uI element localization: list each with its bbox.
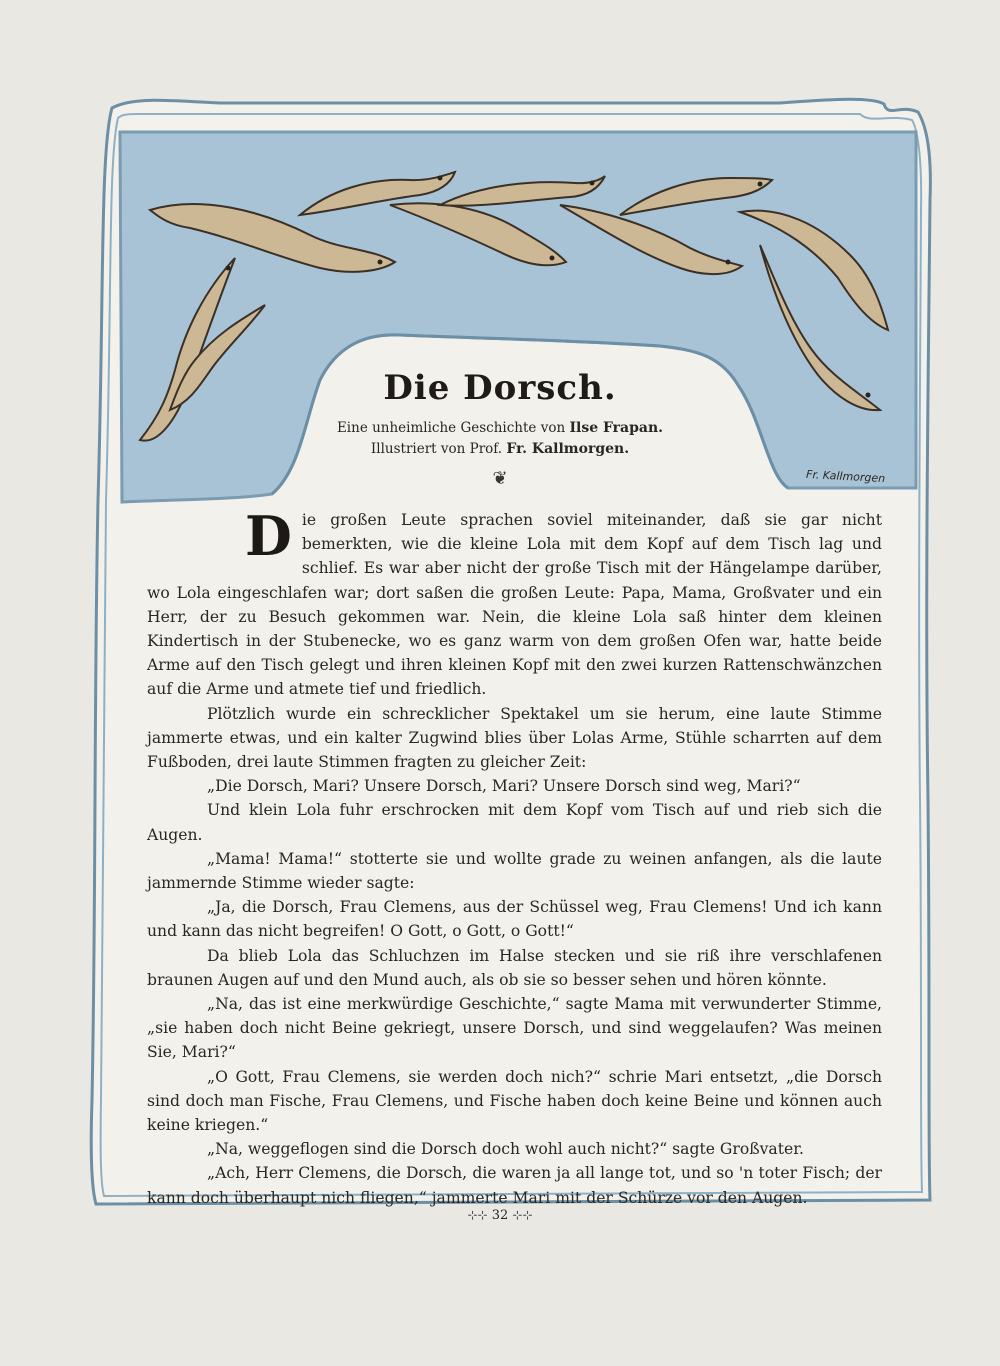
subtitle-illustrator-line	[280, 441, 720, 457]
paragraph: „O Gott, Frau Clemens, sie werden doch nich?“ schrie Mari entsetzt, „die Dorsch sind doch man Fische, Frau Clemens, und Fische haben doch keine Beine und können auch keine kriegen.“	[147, 1067, 882, 1135]
ornament-icon: ❦	[492, 468, 508, 489]
subtitle-prefix: Eine unheimliche Geschichte von	[336, 420, 566, 436]
illustrator-prefix: Illustriert von Prof.	[370, 441, 503, 457]
dropcap: D	[245, 504, 292, 568]
paragraph: Da blieb Lola das Schluchzen im Halse stecken und sie riß ihre verschlafenen braunen Augen auf und den Mund auch, als ob sie so besser sehen und hören könnte.	[147, 946, 882, 989]
page-number-footer	[450, 1208, 550, 1223]
paragraph: „Na, das ist eine merkwürdige Geschichte,“ sagte Mama mit verwunderter Stimme, „sie haben doch nicht Beine gekriegt, unsere Dorsch, und sind weggelaufen? Was meinen Sie, Mari?“	[147, 995, 882, 1062]
paragraph: „Na, weggeflogen sind die Dorsch doch wohl auch nicht?“ sagte Großvater.	[207, 1140, 804, 1159]
paragraph: „Mama! Mama!“ stotterte sie und wollte grade zu weinen anfangen, als die laute jammernde Stimme wieder sagte:	[147, 849, 882, 893]
artist-signature: Fr. Kallmorgen	[805, 467, 886, 486]
story-text	[147, 504, 882, 1210]
paragraph-text: ie großen Leute sprachen soviel miteinander, daß sie gar nicht bemerkten, wie die kleine Lola mit dem Kopf auf dem Tisch lag und schlief. Es war aber nicht der große Tisch mit der Hängelampe darüber, wo Lola eingeschlafen war; dort saßen die großen Leute: Papa, Mama, Großvater und ein Herr, der zu Besuch gekommen war. Nein, die kleine Lola saß hinter dem kleinen Kindertisch in der Stubenecke, wo es ganz warm von dem großen Ofen war, hatte beide Arme auf den Tisch gelegt und ihren kleinen Kopf mit den zwei kurzen Rattenschwänzchen auf die Arme und atmete tief und friedlich.	[147, 511, 882, 699]
paragraph: Und klein Lola fuhr erschrocken mit dem Kopf vom Tisch auf und rieb sich die Augen.	[147, 801, 882, 844]
paragraph: „Ja, die Dorsch, Frau Clemens, aus der Schüssel weg, Frau Clemens! Und ich kann und kann das nicht begreifen! O Gott, o Gott, o Gott!“	[147, 898, 882, 941]
paragraph: Plötzlich wurde ein schrecklicher Spektakel um sie herum, eine laute Stimme jammerte etwas, und ein kalter Zugwind blies über Lolas Arme, Stühle scharrten auf dem Fußboden, drei laute Stimmen fragten zu gleicher Zeit:	[147, 704, 882, 772]
right-ornament-icon: ⊹⊹	[512, 1208, 533, 1222]
page-title: Die Dorsch.	[383, 368, 617, 408]
paragraph	[147, 504, 882, 702]
paragraph: „Ach, Herr Clemens, die Dorsch, die waren ja all lange tot, und so 'n toter Fisch; der kann doch überhaupt nich fliegen,“ jammerte Mari mit der Schürze vor den Augen.	[147, 1164, 882, 1207]
illustrator-name: Fr. Kallmorgen.	[506, 441, 630, 457]
author-name: Ilse Frapan.	[569, 420, 664, 436]
paragraph: „Die Dorsch, Mari? Unsere Dorsch, Mari? Unsere Dorsch sind weg, Mari?“	[207, 777, 801, 796]
subtitle-author-line	[280, 420, 720, 436]
left-ornament-icon: ⊹⊹	[467, 1208, 488, 1222]
page-number: 32	[491, 1208, 509, 1223]
